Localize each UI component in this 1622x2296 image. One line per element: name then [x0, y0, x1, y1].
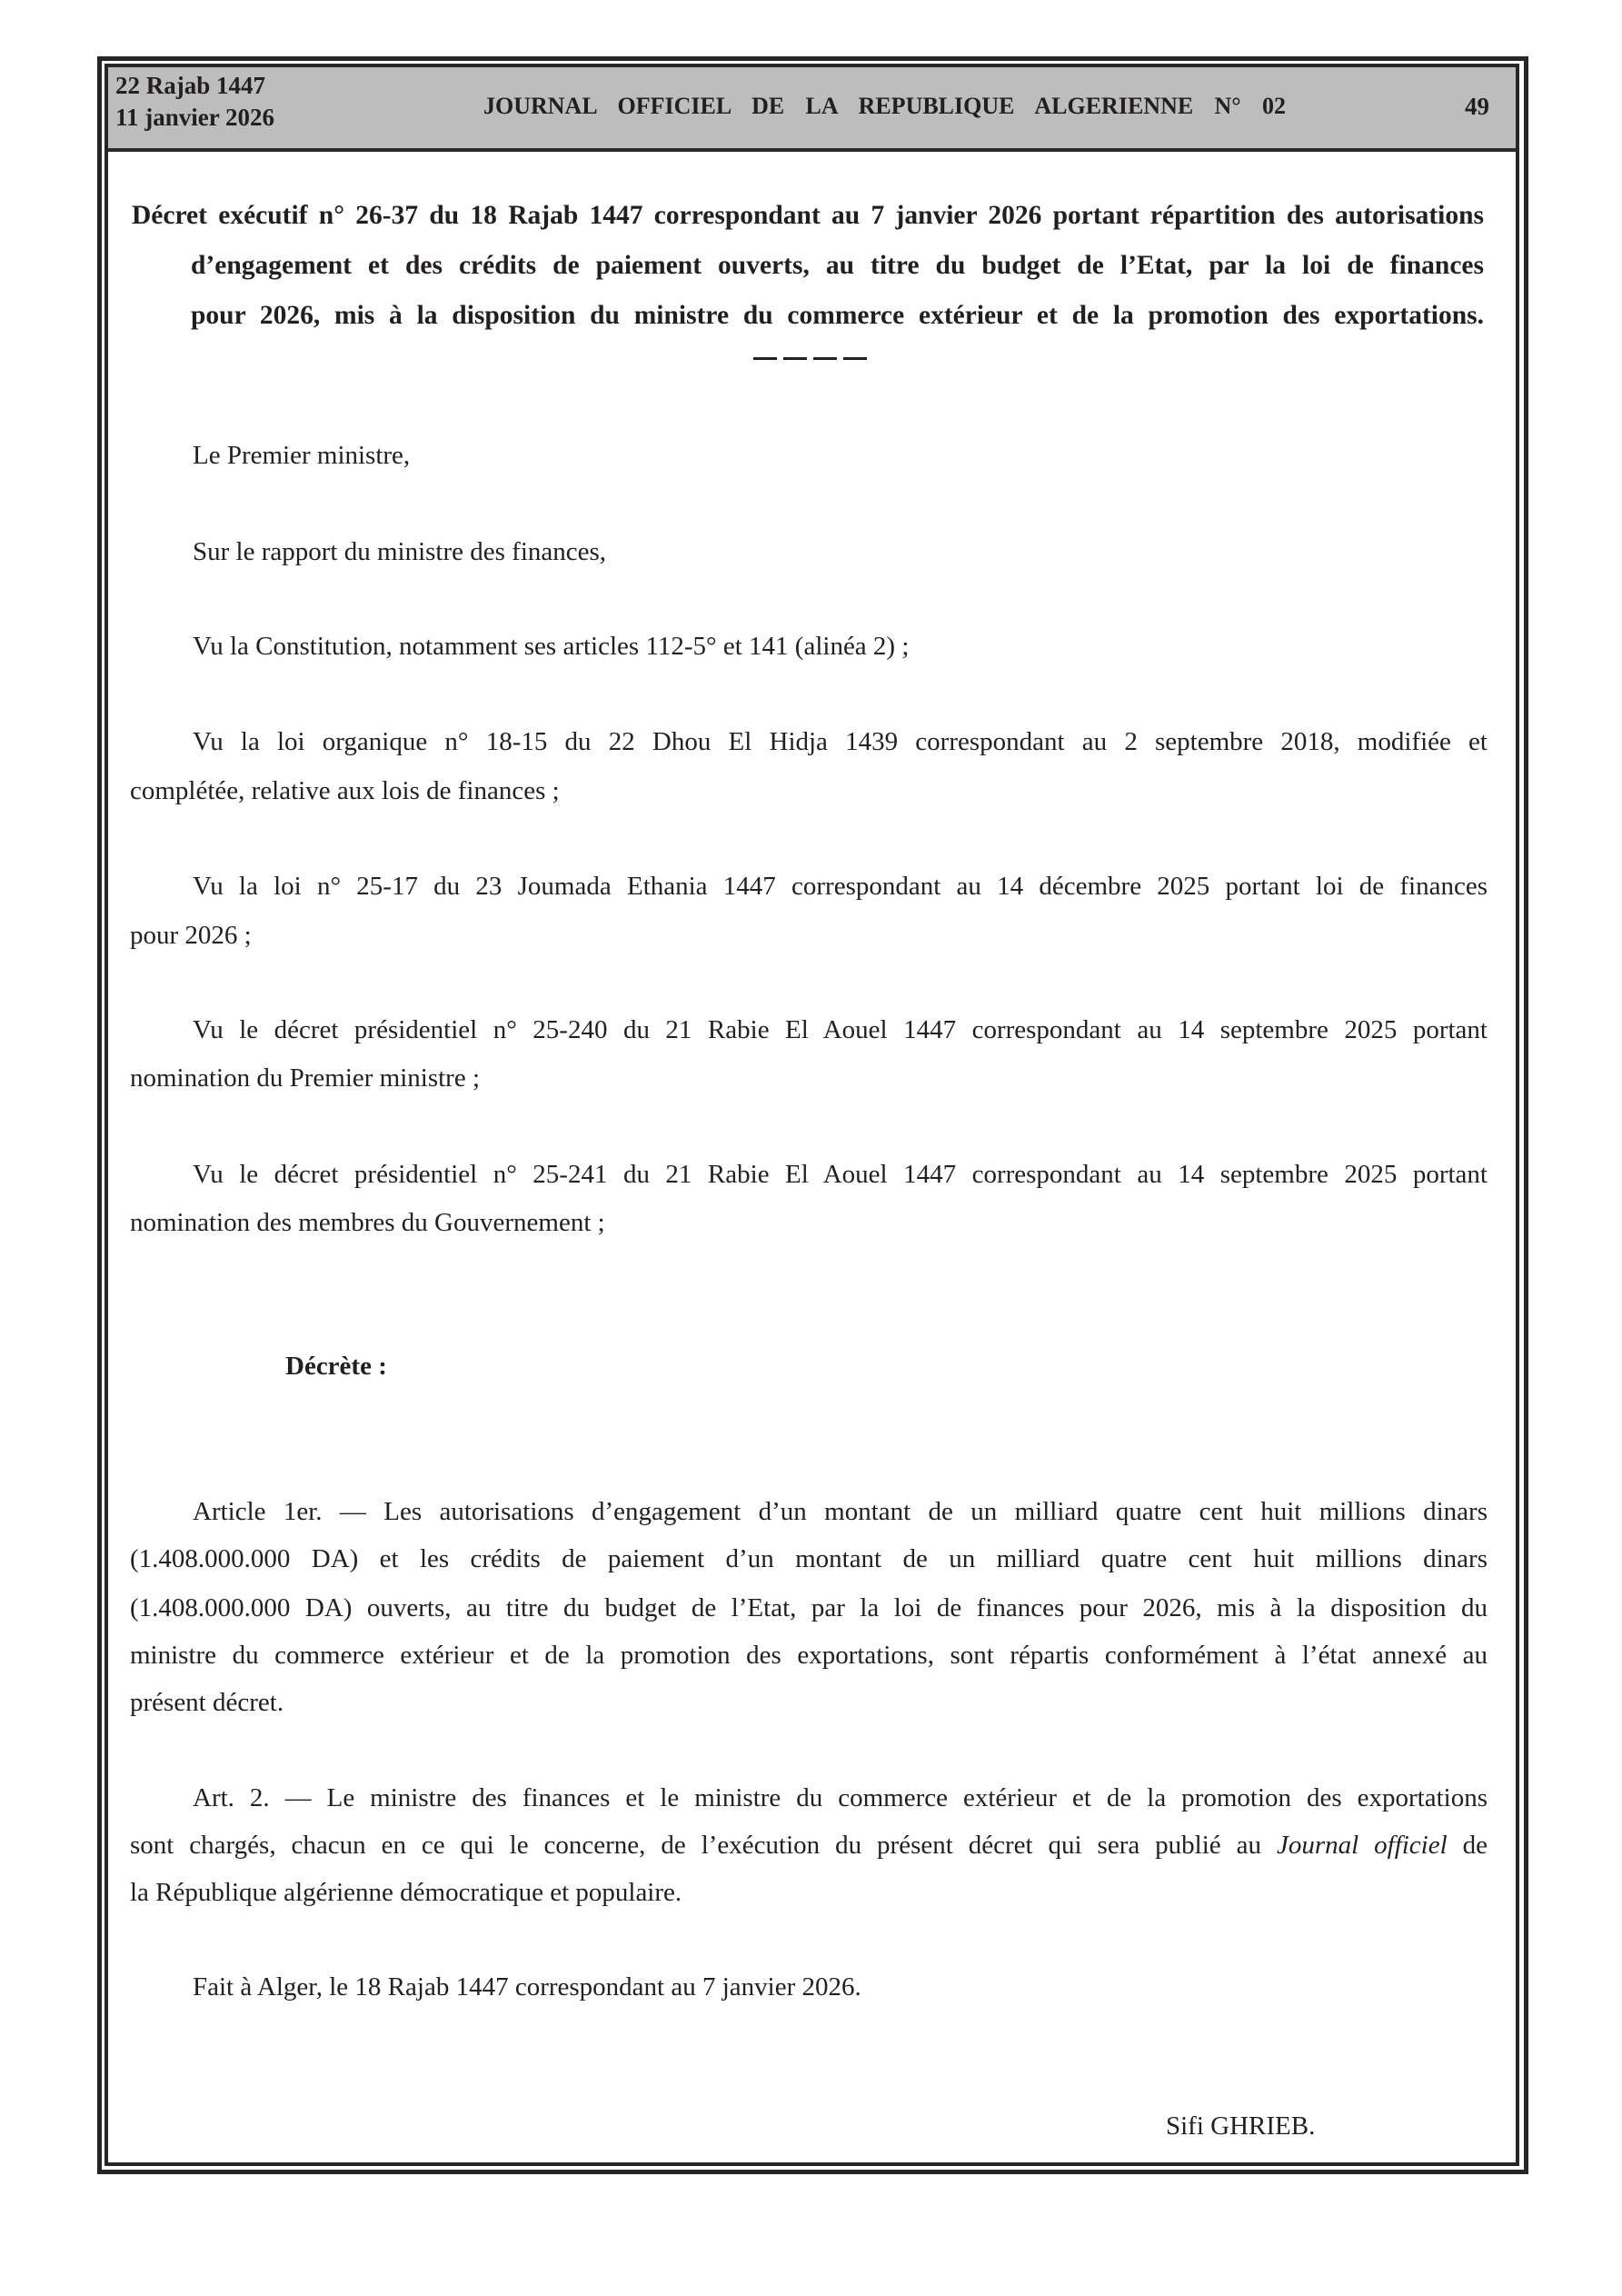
- vu-loi-finances-line-2: pour 2026 ;: [130, 921, 252, 950]
- vu-loi-organique-line-2: complétée, relative aux lois de finances ;: [130, 776, 560, 805]
- journal-officiel-italic: Journal officiel: [1276, 1831, 1448, 1860]
- header-page-number: 49: [1465, 93, 1489, 120]
- vu-loi-finances-line-1: Vu la loi n° 25-17 du 23 Joumada Ethania 1447 correspondant au 14 décembre 2025 portant loi de finances: [193, 872, 1488, 901]
- header-journal-title: JOURNAL OFFICIEL DE LA REPUBLIQUE ALGERIENNE N° 02: [483, 93, 1286, 119]
- article-1-line-1: Article 1er. — Les autorisations d’engagement d’un montant de un milliard quatre cent huit millions dinars: [193, 1497, 1488, 1526]
- article-1-line-3: (1.408.000.000 DA) ouverts, au titre du budget de l’Etat, par la loi de finances pour 2026, mis à la disposition du: [130, 1593, 1488, 1622]
- decree-title-line-2: d’engagement et des crédits de paiement ouverts, au titre du budget de l’Etat, par la loi de finances: [191, 251, 1484, 280]
- article-2-line-2-text: sont chargés, chacun en ce qui le concerne, de l’exécution du présent décret qui sera publié au: [130, 1831, 1277, 1860]
- separator-dash: [783, 357, 807, 360]
- premier-ministre: Le Premier ministre,: [193, 441, 411, 470]
- article-2-line-1: Art. 2. — Le ministre des finances et le ministre du commerce extérieur et de la promotion des exportations: [193, 1783, 1488, 1812]
- article-1-line-5: présent décret.: [130, 1688, 284, 1717]
- separator-dash: [843, 357, 867, 360]
- vu-constitution: Vu la Constitution, notamment ses articles 112-5° et 141 (alinéa 2) ;: [193, 632, 910, 661]
- separator-dash: [753, 357, 777, 360]
- vu-decret-241-line-1: Vu le décret présidentiel n° 25-241 du 21 Rabie El Aouel 1447 correspondant au 14 septembre 2025 portant: [193, 1160, 1488, 1189]
- title-separator: [753, 357, 867, 360]
- vu-loi-organique-line-1: Vu la loi organique n° 18-15 du 22 Dhou El Hidja 1439 correspondant au 2 septembre 2018, modifiée et: [193, 727, 1488, 756]
- separator-dash: [813, 357, 837, 360]
- decree-title-line-1: Décret exécutif n° 26-37 du 18 Rajab 1447 correspondant au 7 janvier 2026 portant répartition des autorisations: [132, 201, 1484, 230]
- article-1-line-2: (1.408.000.000 DA) et les crédits de paiement d’un montant de un milliard quatre cent huit millions dinars: [130, 1544, 1488, 1573]
- vu-decret-240-line-1: Vu le décret présidentiel n° 25-240 du 21 Rabie El Aouel 1447 correspondant au 14 septembre 2025 portant: [193, 1015, 1488, 1044]
- article-2-line-2: [130, 1829, 1488, 1862]
- header-gregorian-date: 11 janvier 2026: [115, 104, 274, 131]
- header-hijri-date: 22 Rajab 1447: [115, 72, 266, 99]
- sur-le-rapport: Sur le rapport du ministre des finances,: [193, 537, 607, 566]
- decree-title-line-3: pour 2026, mis à la disposition du ministre du commerce extérieur et de la promotion des exportations.: [191, 301, 1484, 330]
- decrete-heading: Décrète :: [285, 1352, 387, 1381]
- signature: Sifi GHRIEB.: [1166, 2111, 1316, 2141]
- vu-decret-241-line-2: nomination des membres du Gouvernement ;: [130, 1208, 605, 1237]
- fait-a-alger: Fait à Alger, le 18 Rajab 1447 correspondant au 7 janvier 2026.: [193, 1972, 861, 2002]
- article-2-line-3: la République algérienne démocratique et populaire.: [130, 1878, 682, 1907]
- article-1-line-4: ministre du commerce extérieur et de la promotion des exportations, sont répartis conformément à l’état annexé au: [130, 1641, 1488, 1670]
- article-2-line-2-end: de: [1447, 1831, 1488, 1860]
- vu-decret-240-line-2: nomination du Premier ministre ;: [130, 1063, 481, 1093]
